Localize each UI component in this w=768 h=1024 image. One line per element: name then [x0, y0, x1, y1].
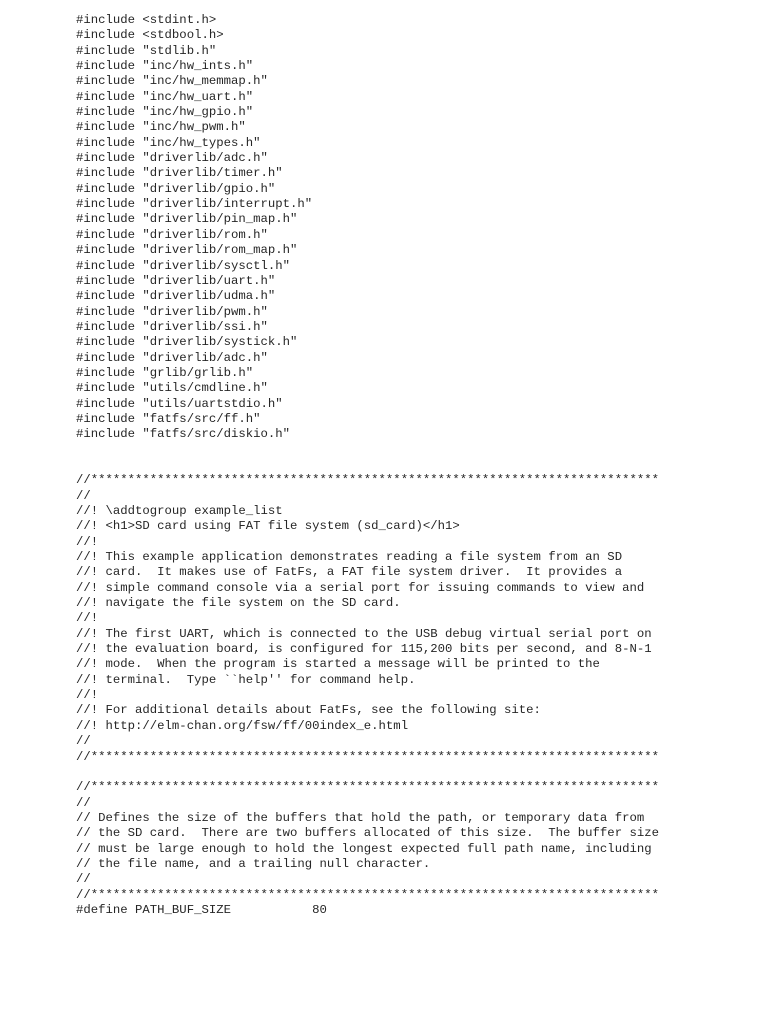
code-line: #include "driverlib/ssi.h" — [76, 319, 268, 334]
code-line: //! navigate the file system on the SD card. — [76, 596, 401, 611]
code-line: // Defines the size of the buffers that hold the path, or temporary data from — [76, 810, 645, 825]
code-line: //***************************************************************************** — [76, 780, 659, 795]
code-line: #include "inc/hw_gpio.h" — [76, 105, 254, 120]
code-line: #include "fatfs/src/ff.h" — [76, 411, 261, 426]
code-line: #include "driverlib/adc.h" — [76, 350, 268, 365]
code-line: #include "driverlib/timer.h" — [76, 166, 283, 181]
code-line: #include "driverlib/interrupt.h" — [76, 197, 313, 212]
code-line: // — [76, 734, 91, 749]
blank-line — [76, 443, 659, 458]
source-code-listing — [76, 13, 659, 918]
code-line: //***************************************************************************** — [76, 749, 659, 764]
code-line: #include "inc/hw_memmap.h" — [76, 74, 268, 89]
code-line: #include <stdint.h> — [76, 13, 217, 27]
code-line: // — [76, 488, 91, 503]
code-line: //! — [76, 611, 99, 626]
code-line: #include "driverlib/uart.h" — [76, 273, 276, 288]
code-line: #include "stdlib.h" — [76, 43, 217, 58]
code-line: //! the evaluation board, is configured for 115,200 bits per second, and 8-N-1 — [76, 642, 652, 657]
code-line: #include "driverlib/udma.h" — [76, 289, 276, 304]
code-line: // the file name, and a trailing null character. — [76, 856, 431, 871]
code-line: #include "driverlib/rom_map.h" — [76, 243, 298, 258]
code-line: //! — [76, 534, 99, 549]
code-line: #include "driverlib/rom.h" — [76, 227, 268, 242]
code-line: //***************************************************************************** — [76, 473, 659, 488]
code-line: #include "grlib/grlib.h" — [76, 365, 254, 380]
code-line: //! — [76, 688, 99, 703]
blank-line — [76, 765, 659, 780]
code-line: // — [76, 872, 91, 887]
code-line: //! The first UART, which is connected to the USB debug virtual serial port on — [76, 626, 652, 641]
code-line: #include "inc/hw_types.h" — [76, 135, 261, 150]
code-line: //! mode. When the program is started a message will be printed to the — [76, 657, 600, 672]
code-line: //! terminal. Type ``help'' for command help. — [76, 672, 416, 687]
code-line: #include "driverlib/pwm.h" — [76, 304, 268, 319]
code-line: #include "inc/hw_uart.h" — [76, 89, 254, 104]
code-line: #include "utils/uartstdio.h" — [76, 396, 283, 411]
code-line: //! card. It makes use of FatFs, a FAT file system driver. It provides a — [76, 565, 623, 580]
code-line: //! <h1>SD card using FAT file system (sd_card)</h1> — [76, 519, 460, 534]
code-line: #include "utils/cmdline.h" — [76, 381, 268, 396]
code-line: #include "inc/hw_pwm.h" — [76, 120, 246, 135]
code-line: //! \addtogroup example_list — [76, 504, 283, 518]
code-line: // must be large enough to hold the longest expected full path name, including — [76, 841, 652, 856]
code-line: //! This example application demonstrates reading a file system from an SD — [76, 550, 623, 565]
code-line: #define PATH_BUF_SIZE 80 — [76, 902, 327, 917]
code-line: #include "fatfs/src/diskio.h" — [76, 427, 291, 442]
code-line: #include "driverlib/systick.h" — [76, 335, 298, 350]
code-line: // the SD card. There are two buffers allocated of this size. The buffer size — [76, 826, 659, 841]
code-line: #include "driverlib/pin_map.h" — [76, 212, 298, 227]
blank-line — [76, 458, 659, 473]
code-line: //! For additional details about FatFs, see the following site: — [76, 703, 541, 718]
code-line: #include <stdbool.h> — [76, 28, 224, 43]
code-line: //***************************************************************************** — [76, 887, 659, 902]
code-line: // — [76, 795, 91, 810]
code-line: #include "driverlib/sysctl.h" — [76, 258, 291, 273]
code-line: #include "driverlib/adc.h" — [76, 151, 268, 166]
code-line: //! simple command console via a serial port for issuing commands to view and — [76, 580, 645, 595]
code-line: #include "driverlib/gpio.h" — [76, 181, 276, 196]
code-line: #include "inc/hw_ints.h" — [76, 59, 254, 74]
code-line: //! http://elm-chan.org/fsw/ff/00index_e.html — [76, 718, 409, 733]
